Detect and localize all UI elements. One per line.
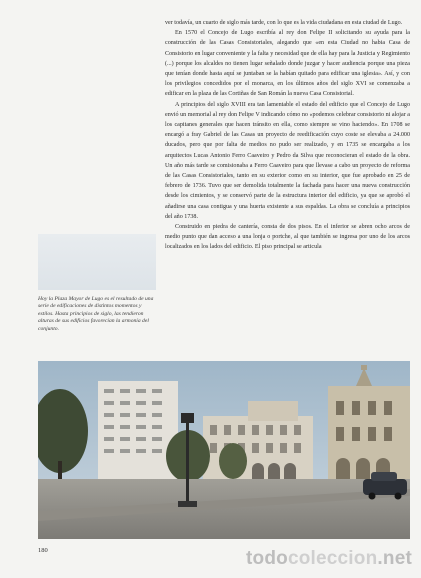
- paragraph-1: ver todavía, un cuarto de siglo más tarde, con lo que es la vida ciudadana en esta ciudad de Lugo.: [165, 20, 403, 26]
- photo-caption: Hoy la Plaza Mayor de Lugo es el resultado de una serie de edificaciones de distintos momentos y estilos. Hasta principios de siglo, las tendieron alturas de sus edificios favorecían la armonía del conjunto.: [38, 296, 154, 332]
- plaza-illustration: [38, 361, 410, 539]
- tall-building-left: [98, 381, 178, 479]
- page-number: 180: [38, 547, 48, 554]
- watermark-part-2: coleccion: [287, 548, 378, 569]
- plaza-photo: [38, 361, 410, 539]
- body-text-column: [165, 18, 410, 253]
- paragraph-3: A principios del siglo XVIII era tan lamentable el estado del edificio que el Concejo de Lugo envió un memorial al rey don Felipe V indicando cómo no «podemos celebrar consistorio ni alojar a los capitanes generales que hacen tránsito en ella, como siempre se vino haciendo». En 1708 se encargó a fray Gabriel de las Casas un proyecto de reedificación cuyo coste se elevaba a 24.000 ducados, pero que por falta de medios no pudo ser realizado, y en 1735 se encargaba a los arquitectos Lucas Antonio Ferro Caaveiro y Pedro da Silva que reconocieran el estado de la obra. Un año más tarde se comisionaba a Ferro Caaveiro para que llevase a cabo un proyecto de reforma de las Casas Consistoriales, tanto en su exterior como en su interior, que fue aprobado en 25 de febrero de 1736. Tuvo que ser demolida totalmente la fachada para hacer una nueva construcción desde los cimientos, y se conservó parte de la estructura interior del edificio, ya que se aprobó el añadirse una casa contigua y una huerta existente a sus espaldas. La obra se concluía a principios del año 1738.: [165, 101, 410, 220]
- paragraph-2: En 1570 el Concejo de Lugo escribía al rey don Felipe II solicitando su ayuda para la construcción de las Casas Consistoriales, alegando que «en esta Ciudad no habia Casa de Consistorio en lugar conveniente y la falta y necesidad que de ella hay para la Justicia y Regimiento (...) porque los alcaldes no tienen lugar señalado donde juzgar y hacer audiencia porque una pieza que tenían donde hasta aquí se juntaban se la habían quitado para edificar una iglesia». Así, y con los privilegios concedidos por el monarca, en los últimos años del siglo XVI se comenzaba a edificar en la plaza de las Cortiñas de San Román la nueva Casa Consistorial.: [165, 30, 410, 98]
- watermark-part-1: todo: [246, 548, 288, 569]
- paragraph-4: Construido en piedra de cantería, consta de dos pisos. En el inferior se abren ocho arcos de medio punto que dan acceso a una lonja o portche, al que también se ingresa por uno de los arcos localizados en los lados del edificio. El piso principal se articula: [165, 224, 410, 251]
- caption-column: [38, 296, 156, 333]
- caption-top-image-fragment: [38, 234, 156, 290]
- watermark-suffix: .net: [377, 548, 412, 569]
- watermark-logo: [246, 546, 421, 572]
